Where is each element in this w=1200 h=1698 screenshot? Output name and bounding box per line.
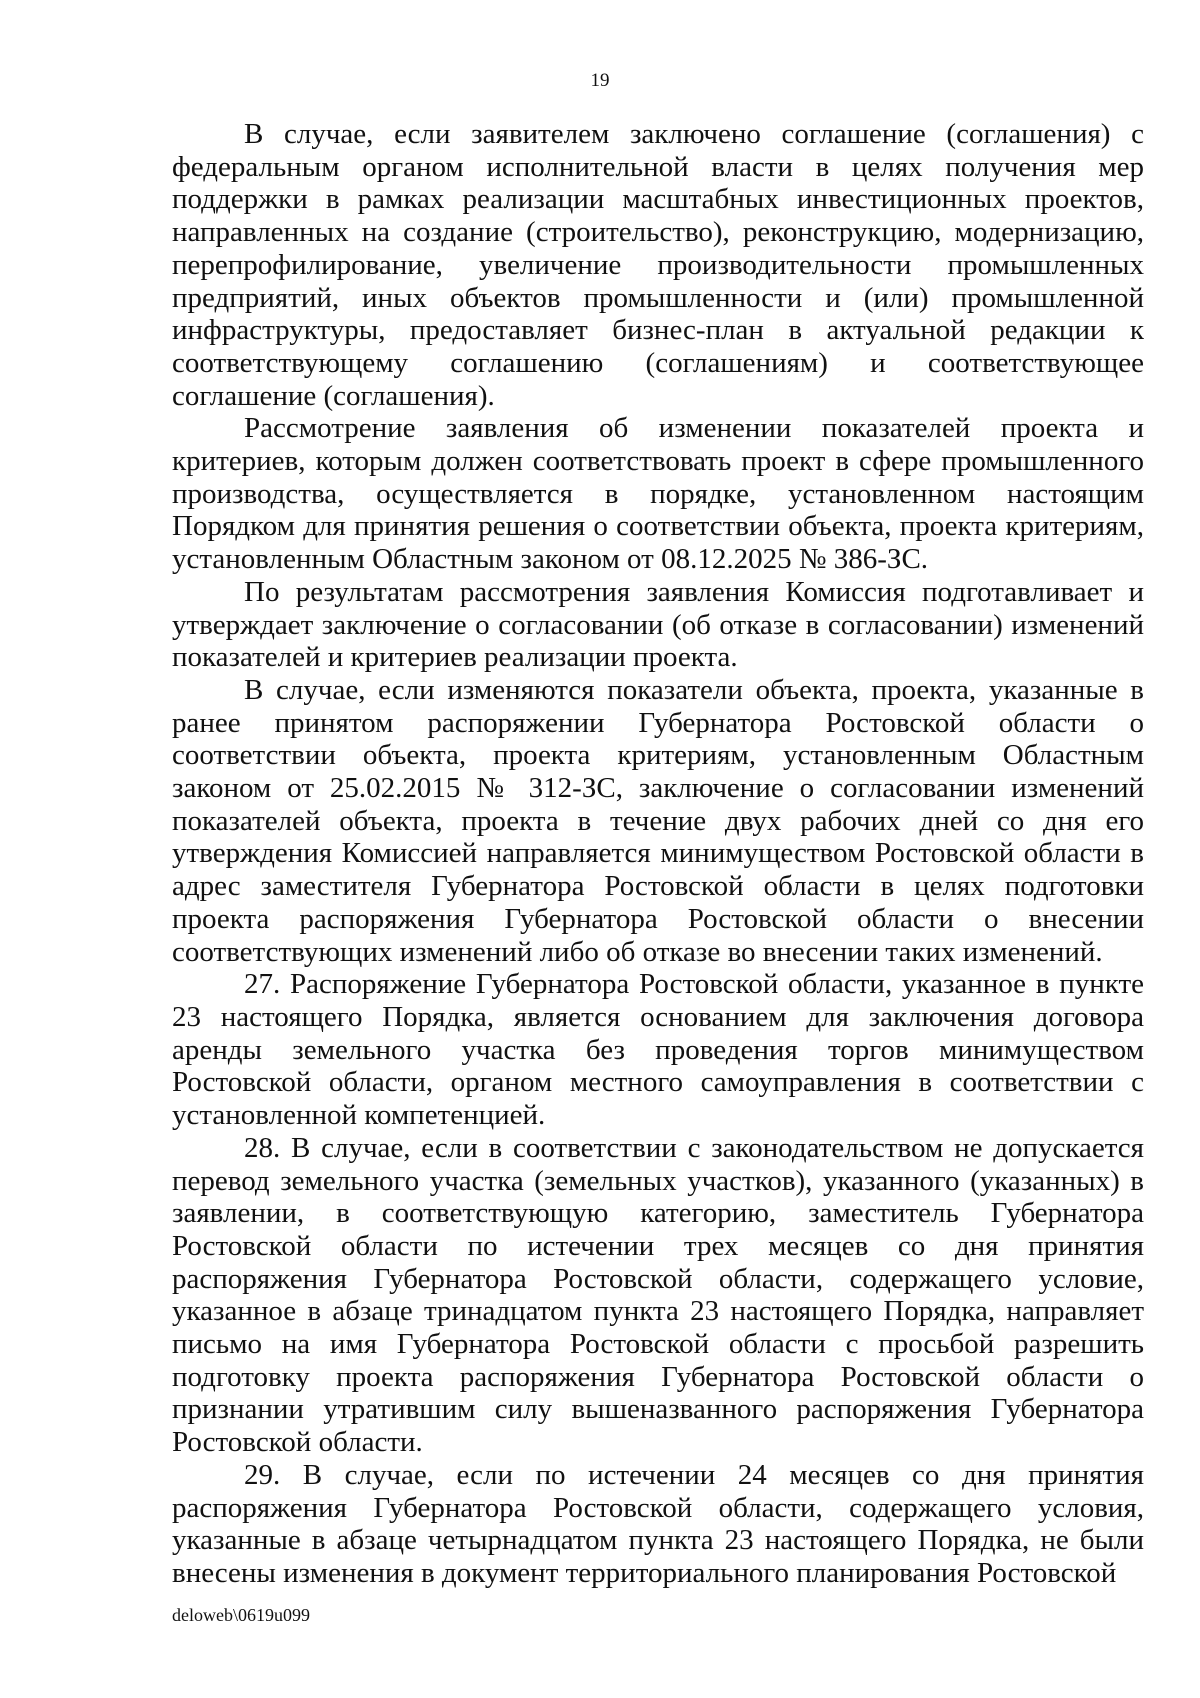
paragraph-item-29: 29. В случае, если по истечении 24 месяцев со дня принятия распоряжения Губернатора Ростовской области, содержащего условия, указанные в абзаце четырнадцатом пункта 23 настоящего Порядка, не были внесены изменения в документ территориального планирования Ростовской — [172, 1458, 1144, 1589]
document-body — [172, 118, 1144, 1590]
paragraph-item-27: 27. Распоряжение Губернатора Ростовской области, указанное в пункте 23 настоящего Порядка, является основанием для заключения договора аренды земельного участка без проведения торгов минимуществом Ростовской области, органом местного самоуправления в соответствии с установленной компетенцией. — [172, 968, 1144, 1132]
paragraph-review-of-application: Рассмотрение заявления об изменении показателей проекта и критериев, которым должен соответствовать проект в сфере промышленного производства, осуществляется в порядке, установленном настоящим Порядком для принятия решения о соответствии объекта, проекта критериям, установленным Областным законом от 08.12.2025 № 386-ЗС. — [172, 412, 1144, 576]
paragraph-agreement-business-plan: В случае, если заявителем заключено соглашение (соглашения) с федеральным органом исполнительной власти в целях получения мер поддержки в рамках реализации масштабных инвестиционных проектов, направленных на создание (строительство), реконструкцию, модернизацию, перепрофилирование, увеличение производительности промышленных предприятий, иных объектов промышленности и (или) промышленной инфраструктуры, предоставляет бизнес-план в актуальной редакции к соответствующему соглашению (соглашениям) и соответствующее соглашение (соглашения). — [172, 118, 1144, 412]
page-number: 19 — [590, 70, 610, 91]
paragraph-item-28: 28. В случае, если в соответствии с законодательством не допускается перевод земельного участка (земельных участков), указанного (указанных) в заявлении, в соответствующую категорию, заместитель Губернатора Ростовской области по истечении трех месяцев со дня принятия распоряжения Губернатора Ростовской области, содержащего условие, указанное в абзаце тринадцатом пункта 23 настоящего Порядка, направляет письмо на имя Губернатора Ростовской области с просьбой разрешить подготовку проекта распоряжения Губернатора Ростовской области о признании утратившим силу вышеназванного распоряжения Губернатора Ростовской области. — [172, 1131, 1144, 1459]
footer-document-code: deloweb\0619u099 — [172, 1605, 310, 1625]
paragraph-changes-to-indicators: В случае, если изменяются показатели объекта, проекта, указанные в ранее принятом распоряжении Губернатора Ростовской области о соответствии объекта, проекта критериям, установленным Областным законом от 25.02.2015 № 312-ЗС, заключение о согласовании изменений показателей объекта, проекта в течение двух рабочих дней со дня его утверждения Комиссией направляется минимуществом Ростовской области в адрес заместителя Губернатора Ростовской области в целях подготовки проекта распоряжения Губернатора Ростовской области о внесении соответствующих изменений либо об отказе во внесении таких изменений. — [172, 673, 1144, 968]
paragraph-commission-conclusion: По результатам рассмотрения заявления Комиссия подготавливает и утверждает заключение о согласовании (об отказе в согласовании) изменений показателей и критериев реализации проекта. — [172, 575, 1144, 674]
